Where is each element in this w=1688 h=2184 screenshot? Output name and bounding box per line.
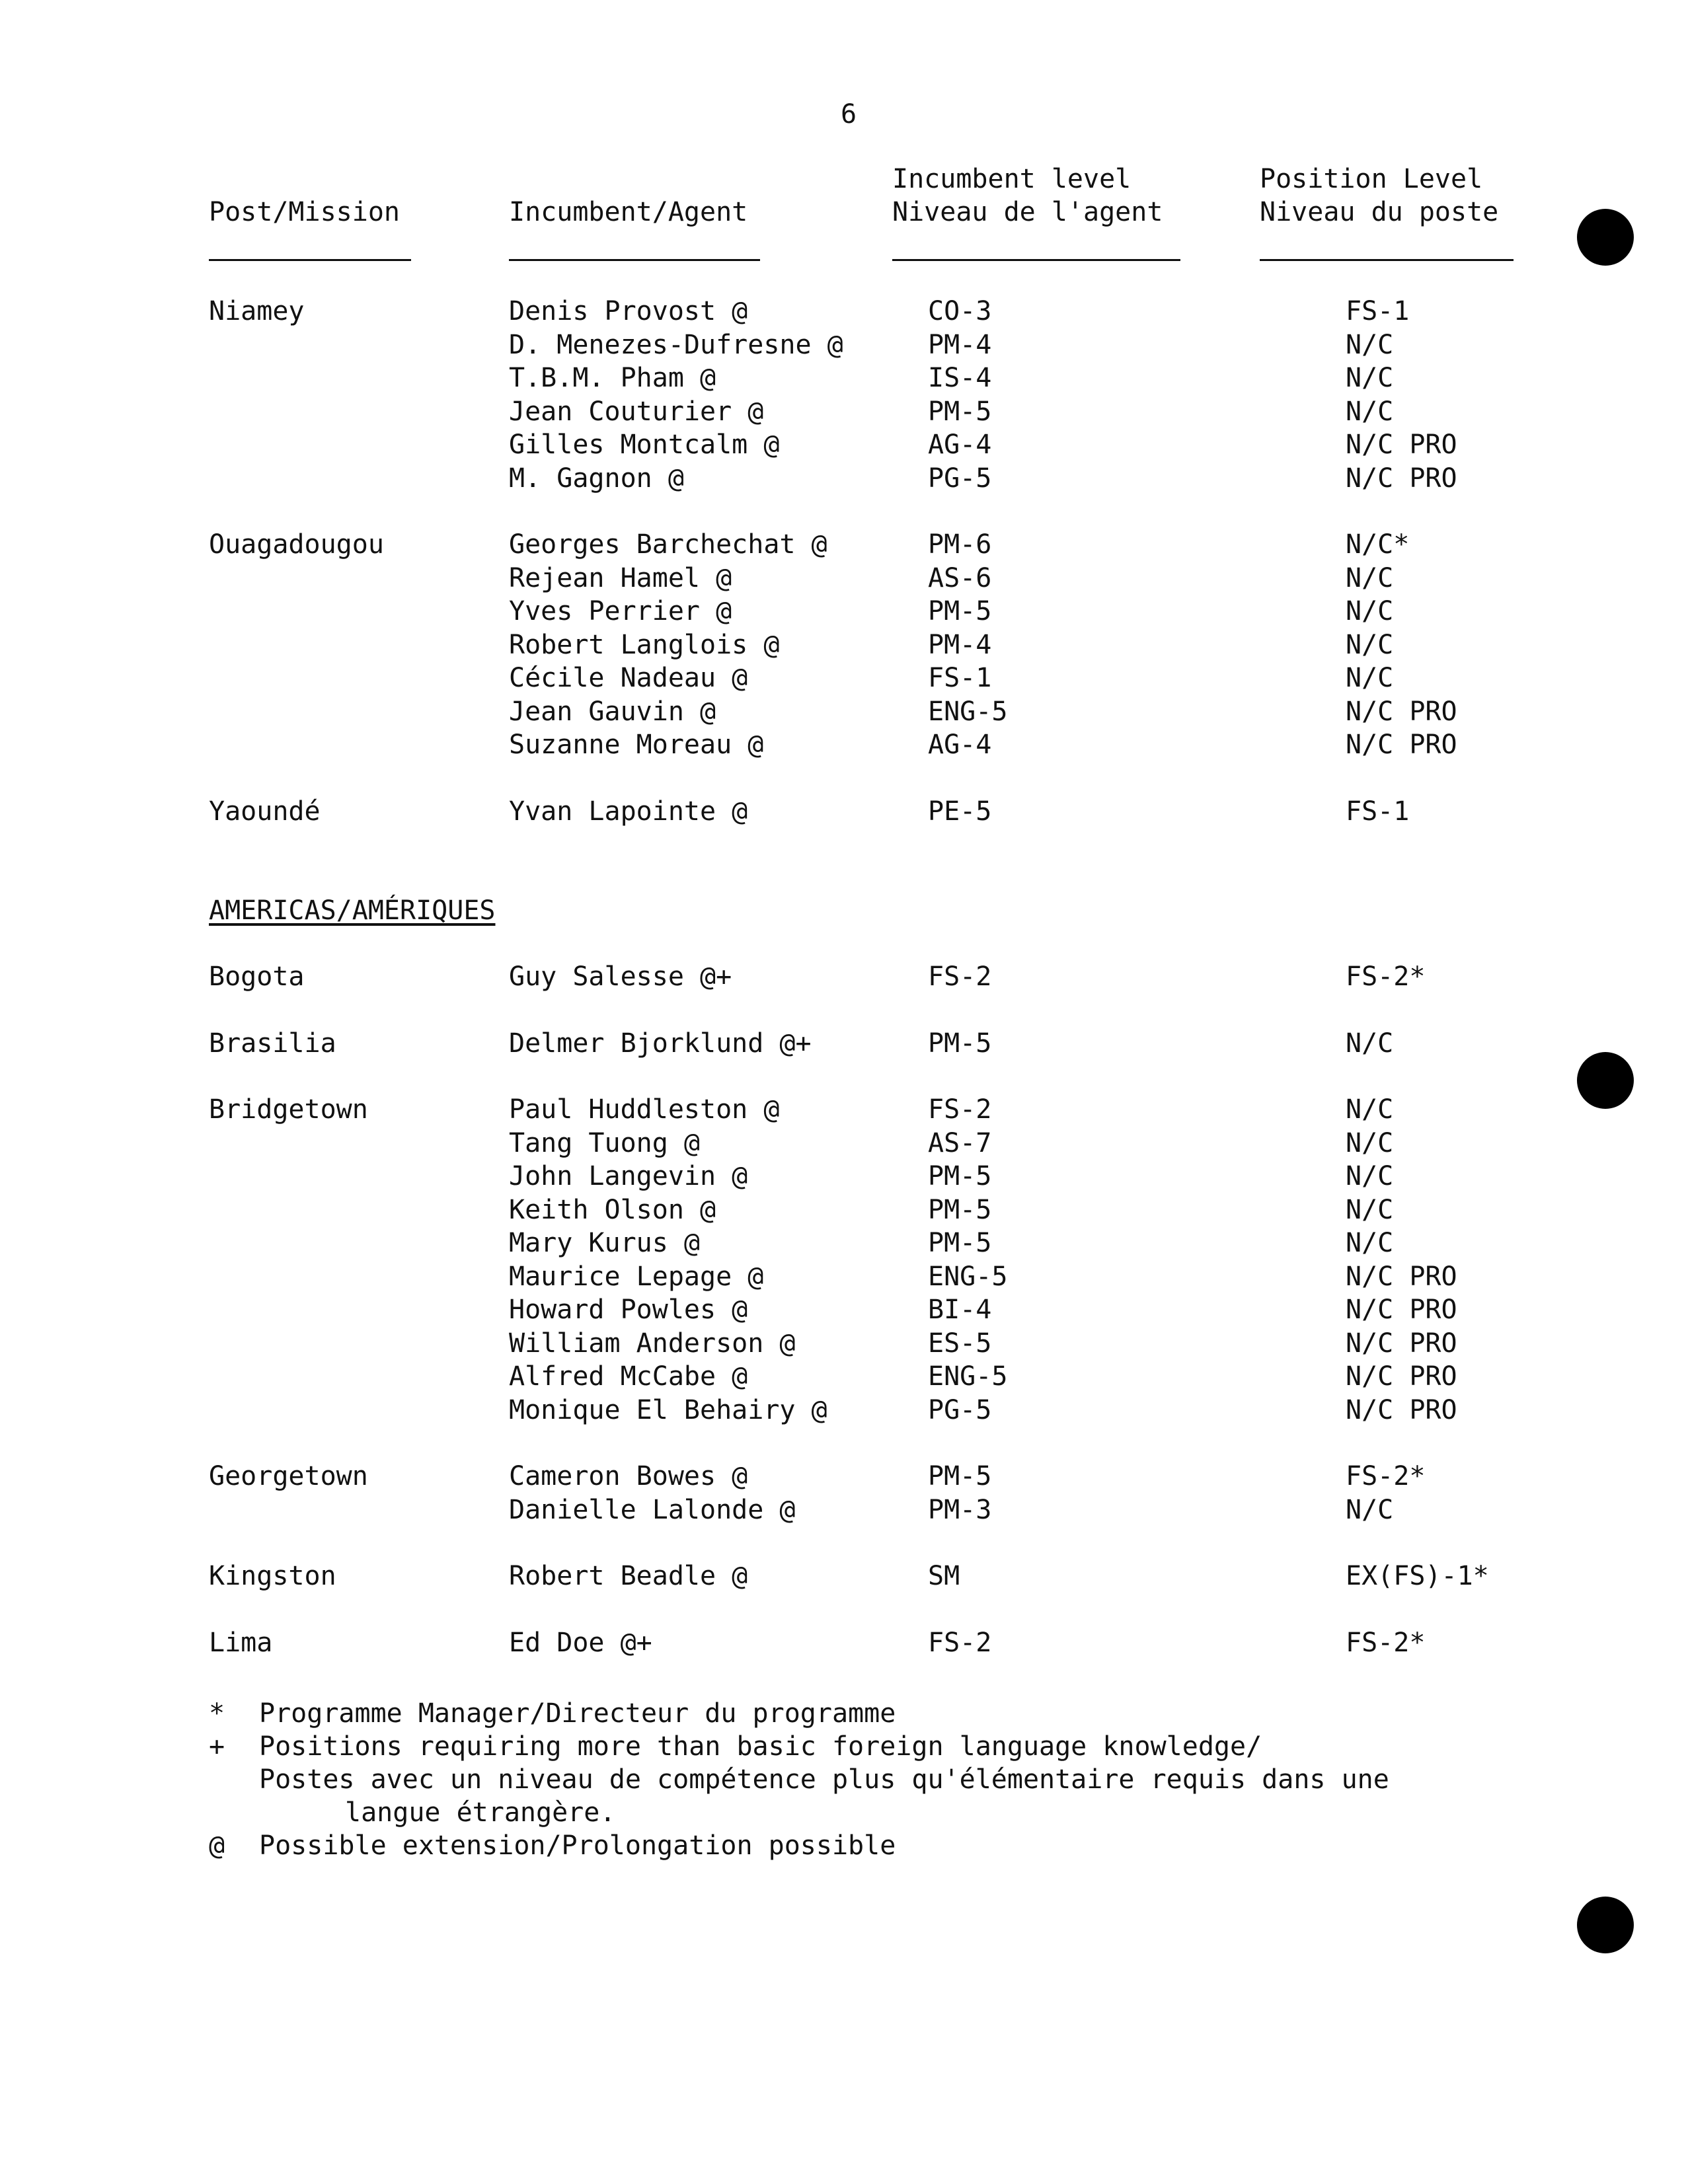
table-row xyxy=(0,1560,1688,1593)
incumbent-level-cell: CO-3 xyxy=(928,296,992,326)
incumbent-level-cell: PM-6 xyxy=(928,529,992,560)
table-row xyxy=(0,728,1688,762)
incumbent-level-cell: SM xyxy=(928,1561,960,1591)
position-level-cell: N/C xyxy=(1346,663,1394,693)
incumbent-name-cell: Howard Powles @ xyxy=(509,1295,748,1325)
post-group xyxy=(0,295,1688,495)
incumbent-level-cell: ES-5 xyxy=(928,1328,992,1359)
table-row xyxy=(0,1027,1688,1061)
table-row xyxy=(0,395,1688,429)
table-row xyxy=(0,1293,1688,1327)
position-level-cell: N/C PRO xyxy=(1346,463,1457,494)
incumbent-name-cell: Cameron Bowes @ xyxy=(509,1461,748,1491)
header-incumbent-level-en: Incumbent level xyxy=(892,164,1132,194)
position-level-cell: N/C xyxy=(1346,1094,1394,1125)
post-group xyxy=(0,1460,1688,1526)
incumbent-name-cell: M. Gagnon @ xyxy=(509,463,684,494)
incumbent-name-cell: Yves Perrier @ xyxy=(509,596,732,626)
table-row xyxy=(0,1226,1688,1260)
incumbent-level-cell: FS-2 xyxy=(928,961,992,992)
table-row xyxy=(0,361,1688,395)
incumbent-name-cell: Keith Olson @ xyxy=(509,1194,716,1225)
table-row xyxy=(0,795,1688,829)
table-row xyxy=(0,1394,1688,1427)
incumbent-level-cell: PM-5 xyxy=(928,596,992,626)
table-row xyxy=(0,595,1688,628)
table-row xyxy=(0,562,1688,595)
incumbent-level-cell: FS-1 xyxy=(928,663,992,693)
incumbent-level-cell: BI-4 xyxy=(928,1295,992,1325)
footnote-extension xyxy=(209,1829,1531,1862)
incumbent-name-cell: Cécile Nadeau @ xyxy=(509,663,748,693)
incumbent-level-cell: ENG-5 xyxy=(928,696,1008,727)
table-row xyxy=(0,1260,1688,1294)
post-group xyxy=(0,1626,1688,1660)
table-row xyxy=(0,1160,1688,1193)
incumbent-name-cell: Rejean Hamel @ xyxy=(509,562,732,593)
incumbent-name-cell: Yvan Lapointe @ xyxy=(509,796,748,827)
incumbent-name-cell: Denis Provost @ xyxy=(509,296,748,326)
incumbent-name-cell: Tang Tuong @ xyxy=(509,1127,700,1158)
table-row xyxy=(0,628,1688,662)
table-row xyxy=(0,1093,1688,1127)
incumbent-level-cell: PM-5 xyxy=(928,1228,992,1258)
incumbent-level-cell: AS-6 xyxy=(928,562,992,593)
header-incumbent-level-fr: Niveau de l'agent xyxy=(892,197,1163,227)
post-mission-cell: Georgetown xyxy=(209,1461,368,1491)
footnote-text: langue étrangère. xyxy=(345,1797,616,1828)
table-row xyxy=(0,661,1688,695)
header-rule-post xyxy=(209,259,411,261)
header-incumbent: Incumbent/Agent xyxy=(509,197,748,227)
post-group xyxy=(0,1093,1688,1427)
footnote-symbol-at: @ xyxy=(209,1830,225,1861)
post-group xyxy=(0,1027,1688,1061)
table-row xyxy=(0,295,1688,328)
region-heading-row xyxy=(0,894,1688,927)
position-level-cell: N/C PRO xyxy=(1346,1261,1457,1292)
position-level-cell: N/C PRO xyxy=(1346,1361,1457,1392)
incumbent-name-cell: Delmer Bjorklund @+ xyxy=(509,1028,812,1059)
table-row xyxy=(0,428,1688,462)
incumbent-name-cell: Suzanne Moreau @ xyxy=(509,730,764,760)
post-mission-cell: Brasilia xyxy=(209,1028,336,1059)
incumbent-level-cell: PG-5 xyxy=(928,1394,992,1425)
position-level-cell: FS-2* xyxy=(1346,961,1426,992)
position-level-cell: N/C xyxy=(1346,1161,1394,1191)
punch-hole-bottom xyxy=(1577,1897,1634,1953)
incumbent-name-cell: Jean Couturier @ xyxy=(509,396,764,427)
post-mission-cell: Lima xyxy=(209,1627,273,1658)
header-position-level-fr: Niveau du poste xyxy=(1260,197,1499,227)
position-level-cell: N/C xyxy=(1346,363,1394,393)
table-row xyxy=(0,695,1688,729)
footnote-programme-manager xyxy=(209,1697,1531,1730)
incumbent-name-cell: Gilles Montcalm @ xyxy=(509,430,780,460)
post-group xyxy=(0,528,1688,762)
position-level-cell: N/C xyxy=(1346,329,1394,360)
table-row xyxy=(0,1360,1688,1394)
incumbent-name-cell: William Anderson @ xyxy=(509,1328,796,1359)
position-level-cell: N/C xyxy=(1346,1028,1394,1059)
position-level-cell: N/C xyxy=(1346,629,1394,660)
post-mission-cell: Bridgetown xyxy=(209,1094,368,1125)
incumbent-level-cell: PM-5 xyxy=(928,1194,992,1225)
incumbent-name-cell: Jean Gauvin @ xyxy=(509,696,716,727)
footnote-foreign-language xyxy=(209,1730,1531,1829)
post-mission-cell: Kingston xyxy=(209,1561,336,1591)
header-rule-incumbent-level xyxy=(892,259,1180,261)
region-heading: AMERICAS/AMÉRIQUES xyxy=(209,895,496,926)
position-level-cell: N/C xyxy=(1346,396,1394,427)
incumbent-level-cell: PM-5 xyxy=(928,396,992,427)
incumbent-level-cell: AG-4 xyxy=(928,730,992,760)
position-level-cell: N/C xyxy=(1346,562,1394,593)
incumbent-name-cell: Mary Kurus @ xyxy=(509,1228,700,1258)
position-level-cell: FS-2* xyxy=(1346,1461,1426,1491)
incumbent-level-cell: AG-4 xyxy=(928,430,992,460)
table-row xyxy=(0,1127,1688,1160)
footnote-symbol-star: * xyxy=(209,1698,225,1729)
footnote-text: Postes avec un niveau de compétence plus qu'élémentaire requis dans une xyxy=(259,1764,1389,1795)
table-row xyxy=(0,1626,1688,1660)
footnote-text: Programme Manager/Directeur du programme xyxy=(259,1698,896,1729)
incumbent-level-cell: FS-2 xyxy=(928,1094,992,1125)
position-level-cell: FS-2* xyxy=(1346,1627,1426,1658)
incumbent-name-cell: Maurice Lepage @ xyxy=(509,1261,764,1292)
incumbent-name-cell: Robert Langlois @ xyxy=(509,629,780,660)
incumbent-level-cell: PM-4 xyxy=(928,329,992,360)
incumbent-level-cell: FS-2 xyxy=(928,1627,992,1658)
position-level-cell: EX(FS)-1* xyxy=(1346,1561,1489,1591)
incumbent-level-cell: PM-4 xyxy=(928,629,992,660)
incumbent-name-cell: Georges Barchechat @ xyxy=(509,529,827,560)
incumbent-name-cell: John Langevin @ xyxy=(509,1161,748,1191)
position-level-cell: FS-1 xyxy=(1346,796,1410,827)
incumbent-name-cell: Danielle Lalonde @ xyxy=(509,1494,796,1525)
table-row xyxy=(0,328,1688,362)
incumbent-name-cell: Guy Salesse @+ xyxy=(509,961,732,992)
incumbent-level-cell: PG-5 xyxy=(928,463,992,494)
header-post: Post/Mission xyxy=(209,197,400,227)
incumbent-level-cell: ENG-5 xyxy=(928,1361,1008,1392)
position-level-cell: N/C PRO xyxy=(1346,1295,1457,1325)
position-level-cell: N/C xyxy=(1346,1194,1394,1225)
table-row xyxy=(0,1193,1688,1227)
incumbent-name-cell: Paul Huddleston @ xyxy=(509,1094,780,1125)
incumbent-level-cell: AS-7 xyxy=(928,1127,992,1158)
table-row xyxy=(0,1493,1688,1527)
table-row xyxy=(0,528,1688,562)
table-row xyxy=(0,1327,1688,1361)
incumbent-level-cell: PE-5 xyxy=(928,796,992,827)
position-level-cell: N/C xyxy=(1346,1127,1394,1158)
table-row xyxy=(0,462,1688,496)
position-level-cell: N/C xyxy=(1346,596,1394,626)
incumbent-level-cell: ENG-5 xyxy=(928,1261,1008,1292)
post-group xyxy=(0,1560,1688,1593)
footnote-symbol-plus: + xyxy=(209,1731,225,1762)
incumbent-level-cell: PM-5 xyxy=(928,1461,992,1491)
incumbent-name-cell: Ed Doe @+ xyxy=(509,1627,652,1658)
staffing-table xyxy=(0,295,1688,1659)
position-level-cell: FS-1 xyxy=(1346,296,1410,326)
position-level-cell: N/C PRO xyxy=(1346,1328,1457,1359)
incumbent-level-cell: PM-5 xyxy=(928,1161,992,1191)
incumbent-name-cell: Monique El Behairy @ xyxy=(509,1394,827,1425)
post-group xyxy=(0,960,1688,994)
table-row xyxy=(0,960,1688,994)
position-level-cell: N/C PRO xyxy=(1346,1394,1457,1425)
incumbent-level-cell: PM-5 xyxy=(928,1028,992,1059)
footnotes xyxy=(209,1697,1531,1862)
incumbent-name-cell: T.B.M. Pham @ xyxy=(509,363,716,393)
post-mission-cell: Bogota xyxy=(209,961,305,992)
incumbent-name-cell: Alfred McCabe @ xyxy=(509,1361,748,1392)
post-group xyxy=(0,795,1688,829)
header-rule-position-level xyxy=(1260,259,1514,261)
position-level-cell: N/C xyxy=(1346,1494,1394,1525)
post-mission-cell: Yaoundé xyxy=(209,796,321,827)
position-level-cell: N/C PRO xyxy=(1346,430,1457,460)
table-row xyxy=(0,1460,1688,1493)
footnote-text: Possible extension/Prolongation possible xyxy=(259,1830,896,1861)
post-mission-cell: Ouagadougou xyxy=(209,529,384,560)
incumbent-level-cell: PM-3 xyxy=(928,1494,992,1525)
position-level-cell: N/C xyxy=(1346,1228,1394,1258)
page-number: 6 xyxy=(841,99,857,130)
header-position-level-en: Position Level xyxy=(1260,164,1483,194)
punch-hole-top xyxy=(1577,209,1634,266)
post-mission-cell: Niamey xyxy=(209,296,305,326)
header-rule-incumbent xyxy=(509,259,760,261)
position-level-cell: N/C* xyxy=(1346,529,1410,560)
incumbent-level-cell: IS-4 xyxy=(928,363,992,393)
footnote-text: Positions requiring more than basic foreign language knowledge/ xyxy=(259,1731,1262,1762)
incumbent-name-cell: Robert Beadle @ xyxy=(509,1561,748,1591)
position-level-cell: N/C PRO xyxy=(1346,696,1457,727)
position-level-cell: N/C PRO xyxy=(1346,730,1457,760)
incumbent-name-cell: D. Menezes-Dufresne @ xyxy=(509,329,843,360)
